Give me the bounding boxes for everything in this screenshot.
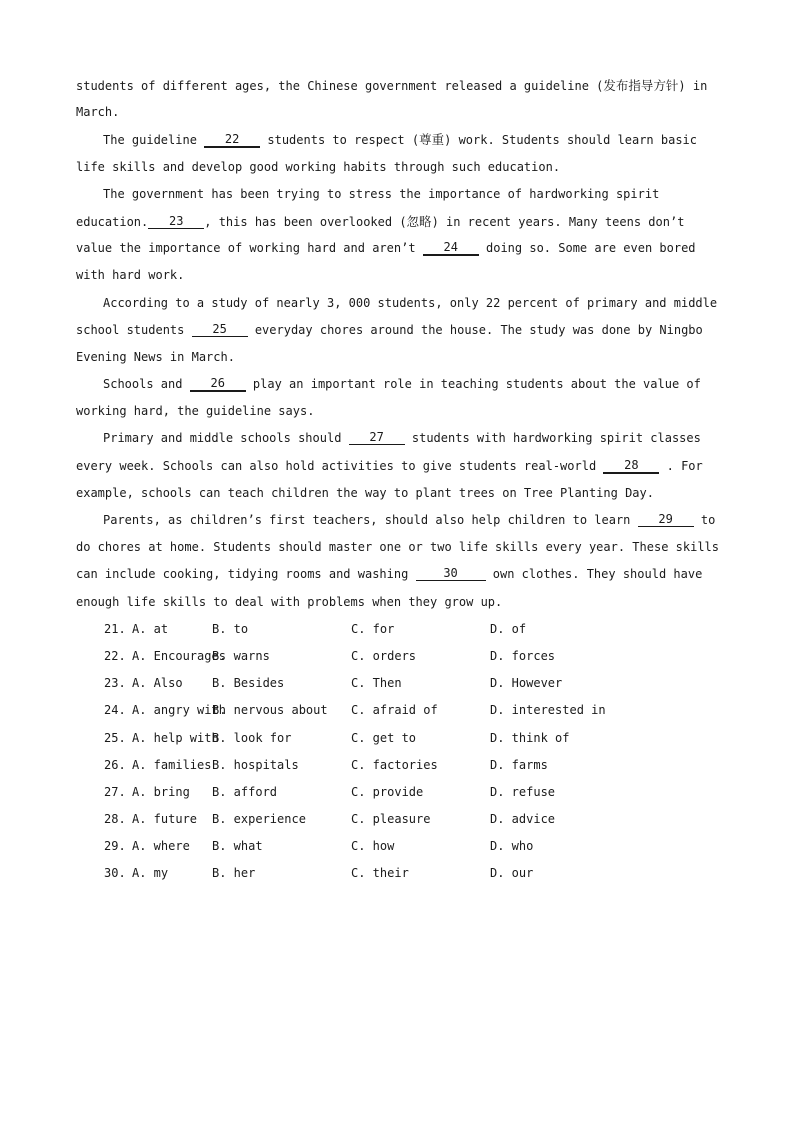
option-c: C. how bbox=[351, 839, 395, 854]
passage-line: with hard work. bbox=[76, 268, 185, 283]
text: every week. Schools can also hold activities to give students real-world bbox=[76, 458, 604, 473]
option-b: B. warns bbox=[212, 648, 270, 663]
option-b: B. what bbox=[212, 839, 263, 854]
blank-22: 22 bbox=[204, 132, 260, 148]
document-page bbox=[76, 72, 719, 888]
question-row bbox=[76, 643, 716, 670]
text: ) work. Students should learn basic bbox=[444, 133, 697, 148]
question-row bbox=[76, 779, 716, 806]
chinese-gloss: 发布指导方针 bbox=[603, 78, 679, 93]
passage-line: According to a study of nearly 3, 000 students, only 22 percent of primary and middle bbox=[103, 295, 718, 310]
option-c: C. provide bbox=[351, 784, 424, 799]
text: students with hardworking spirit classes bbox=[404, 431, 701, 446]
passage-line bbox=[76, 72, 716, 99]
option-d: D. refuse bbox=[490, 784, 556, 799]
text: Schools and bbox=[103, 377, 190, 392]
blank-28: 28 bbox=[603, 458, 659, 474]
text: students of different ages, the Chinese government released a guideline ( bbox=[76, 79, 604, 93]
options-list bbox=[76, 616, 716, 888]
passage-line: Evening News in March. bbox=[76, 349, 235, 364]
text: own clothes. They should have bbox=[485, 567, 703, 582]
text: school students bbox=[76, 322, 192, 337]
option-a: A. Encourages bbox=[132, 648, 226, 663]
question-number: 23. bbox=[104, 676, 126, 691]
question-number: 26. bbox=[104, 757, 126, 772]
text: . For bbox=[659, 458, 703, 473]
question-row bbox=[76, 697, 716, 724]
option-b: B. her bbox=[212, 866, 256, 881]
blank-30: 30 bbox=[416, 566, 486, 581]
question-row bbox=[76, 725, 716, 752]
question-number: 25. bbox=[104, 730, 126, 745]
blank-29: 29 bbox=[638, 512, 694, 527]
question-row bbox=[76, 833, 716, 860]
question-row bbox=[76, 752, 716, 779]
option-d: D. of bbox=[490, 621, 527, 636]
blank-27: 27 bbox=[349, 430, 405, 445]
option-a: A. Also bbox=[132, 676, 183, 691]
passage-line: example, schools can teach children the way to plant trees on Tree Planting Day. bbox=[76, 485, 654, 500]
passage-line: working hard, the guideline says. bbox=[76, 404, 315, 419]
option-a: A. where bbox=[132, 839, 190, 854]
question-number: 27. bbox=[104, 784, 126, 799]
text: The guideline bbox=[103, 133, 205, 148]
question-row bbox=[76, 860, 716, 887]
option-c: C. their bbox=[351, 866, 409, 881]
text: , this has been overlooked ( bbox=[204, 214, 407, 229]
chinese-gloss: 尊重 bbox=[419, 132, 445, 148]
chinese-gloss: 忽略 bbox=[406, 213, 432, 229]
option-a: A. help with bbox=[132, 730, 219, 745]
option-b: B. to bbox=[212, 621, 249, 636]
option-c: C. get to bbox=[351, 730, 417, 745]
question-row bbox=[76, 806, 716, 833]
blank-26: 26 bbox=[190, 376, 246, 392]
passage-line bbox=[76, 561, 716, 588]
passage-line bbox=[76, 425, 716, 452]
passage-line: life skills and develop good working habits through such education. bbox=[76, 159, 561, 174]
text: play an important role in teaching students about the value of bbox=[245, 377, 701, 392]
option-c: C. pleasure bbox=[351, 812, 431, 827]
text: everyday chores around the house. The study was done by Ningbo bbox=[247, 322, 703, 337]
question-row bbox=[76, 670, 716, 697]
passage-line: March. bbox=[76, 105, 120, 120]
passage-line: enough life skills to deal with problems when they grow up. bbox=[76, 594, 503, 609]
text: Parents, as children’s first teachers, should also help children to learn bbox=[103, 513, 638, 527]
blank-24: 24 bbox=[423, 240, 479, 256]
option-b: B. look for bbox=[212, 730, 292, 745]
passage-line bbox=[76, 126, 716, 153]
option-d: D. interested in bbox=[490, 703, 606, 718]
passage-line bbox=[76, 208, 716, 235]
passage-line: do chores at home. Students should master one or two life skills every year. These skills bbox=[76, 540, 719, 555]
passage-line: The government has been trying to stress the importance of hardworking spirit bbox=[103, 186, 660, 201]
question-number: 30. bbox=[104, 866, 126, 881]
question-number: 22. bbox=[104, 648, 126, 663]
option-c: C. for bbox=[351, 621, 395, 636]
option-b: B. experience bbox=[212, 812, 306, 827]
text: to bbox=[693, 513, 716, 527]
option-c: C. Then bbox=[351, 676, 402, 691]
blank-25: 25 bbox=[192, 322, 248, 337]
text: can include cooking, tidying rooms and washing bbox=[76, 567, 416, 582]
option-d: D. forces bbox=[490, 648, 556, 663]
option-a: A. angry with bbox=[132, 703, 226, 718]
passage-line bbox=[76, 507, 716, 534]
passage-line bbox=[76, 371, 716, 398]
text: students to respect ( bbox=[260, 133, 420, 148]
option-a: A. my bbox=[132, 866, 169, 881]
question-number: 21. bbox=[104, 621, 126, 636]
text: doing so. Some are even bored bbox=[478, 241, 696, 256]
passage-line bbox=[76, 317, 716, 344]
option-a: A. bring bbox=[132, 784, 190, 799]
passage-line bbox=[76, 453, 716, 480]
option-a: A. at bbox=[132, 621, 169, 636]
option-c: C. afraid of bbox=[351, 703, 438, 718]
text: ) in recent years. Many teens don’t bbox=[431, 214, 685, 229]
blank-23: 23 bbox=[148, 214, 204, 229]
question-number: 28. bbox=[104, 812, 126, 827]
option-b: B. Besides bbox=[212, 676, 285, 691]
option-b: B. afford bbox=[212, 784, 278, 799]
option-d: D. our bbox=[490, 866, 534, 881]
option-a: A. future bbox=[132, 812, 198, 827]
option-d: D. think of bbox=[490, 730, 570, 745]
question-row bbox=[76, 616, 716, 643]
option-d: D. advice bbox=[490, 812, 556, 827]
option-d: D. However bbox=[490, 676, 563, 691]
option-b: B. nervous about bbox=[212, 703, 328, 718]
option-c: C. factories bbox=[351, 757, 438, 772]
text: value the importance of working hard and aren’t bbox=[76, 241, 423, 256]
question-number: 29. bbox=[104, 839, 126, 854]
question-number: 24. bbox=[104, 703, 126, 718]
passage-line bbox=[76, 235, 716, 262]
option-a: A. families bbox=[132, 757, 212, 772]
option-b: B. hospitals bbox=[212, 757, 299, 772]
text: Primary and middle schools should bbox=[103, 431, 349, 446]
text: education. bbox=[76, 214, 149, 229]
text: ) in bbox=[678, 79, 708, 93]
option-d: D. farms bbox=[490, 757, 548, 772]
option-d: D. who bbox=[490, 839, 534, 854]
option-c: C. orders bbox=[351, 648, 417, 663]
